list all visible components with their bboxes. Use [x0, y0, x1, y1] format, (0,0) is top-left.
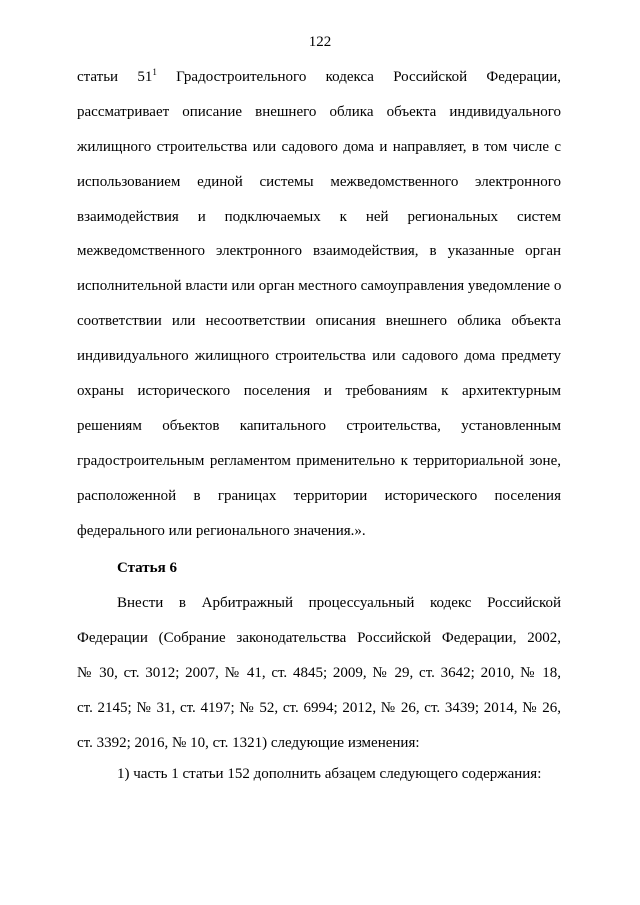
paragraph-line: соответствии или несоответствии описания внешнего облика объекта [77, 313, 561, 330]
paragraph-line: решениям объектов капитального строительства, установленным [77, 417, 561, 434]
paragraph-line: использованием единой системы межведомственного электронного [77, 173, 561, 190]
paragraph-line: Федерации (Собрание законодательства Российской Федерации, 2002, [77, 629, 561, 646]
paragraph-line: взаимодействия и подключаемых к ней региональных систем [77, 208, 561, 225]
paragraph-line: федерального или регионального значения.». [77, 522, 366, 539]
paragraph-line: жилищного строительства или садового дома и направляет, в том числе с [77, 138, 561, 155]
paragraph-line: индивидуального жилищного строительства или садового дома предмету [77, 348, 561, 365]
superscript: 1 [152, 67, 157, 77]
paragraph-line: № 30, ст. 3012; 2007, № 41, ст. 4845; 2009, № 29, ст. 3642; 2010, № 18, [77, 664, 561, 681]
paragraph-line: 1) часть 1 статьи 152 дополнить абзацем следующего содержания: [117, 766, 542, 782]
article-heading: Статья 6 [117, 560, 177, 576]
paragraph-line: исполнительной власти или орган местного самоуправления уведомление о [77, 278, 562, 295]
paragraph-item-1 [77, 765, 561, 800]
paragraph-article-5-continuation [77, 68, 561, 556]
paragraph-line: рассматривает описание внешнего облика объекта индивидуального [77, 103, 561, 120]
paragraph-line: градостроительным регламентом применительно к территориальной зоне, [77, 452, 561, 469]
page-number: 122 [308, 34, 332, 50]
paragraph-line: статьи $51^1$ Градостроительного кодекса Российской Федерации, [77, 67, 562, 85]
paragraph-line: охраны исторического поселения и требованиям к архитектурным [77, 383, 561, 400]
paragraph-article-6 [77, 594, 561, 768]
paragraph-line: межведомственного электронного взаимодействия, в указанные орган [77, 243, 561, 260]
paragraph-line: ст. 3392; 2016, № 10, ст. 1321) следующие изменения: [77, 734, 420, 751]
paragraph-line: расположенной в границах территории исторического поселения [77, 487, 561, 504]
paragraph-line: Внести в Арбитражный процессуальный кодекс Российской [117, 595, 561, 611]
paragraph-line: ст. 2145; № 31, ст. 4197; № 52, ст. 6994; 2012, № 26, ст. 3439; 2014, № 26, [77, 699, 561, 716]
